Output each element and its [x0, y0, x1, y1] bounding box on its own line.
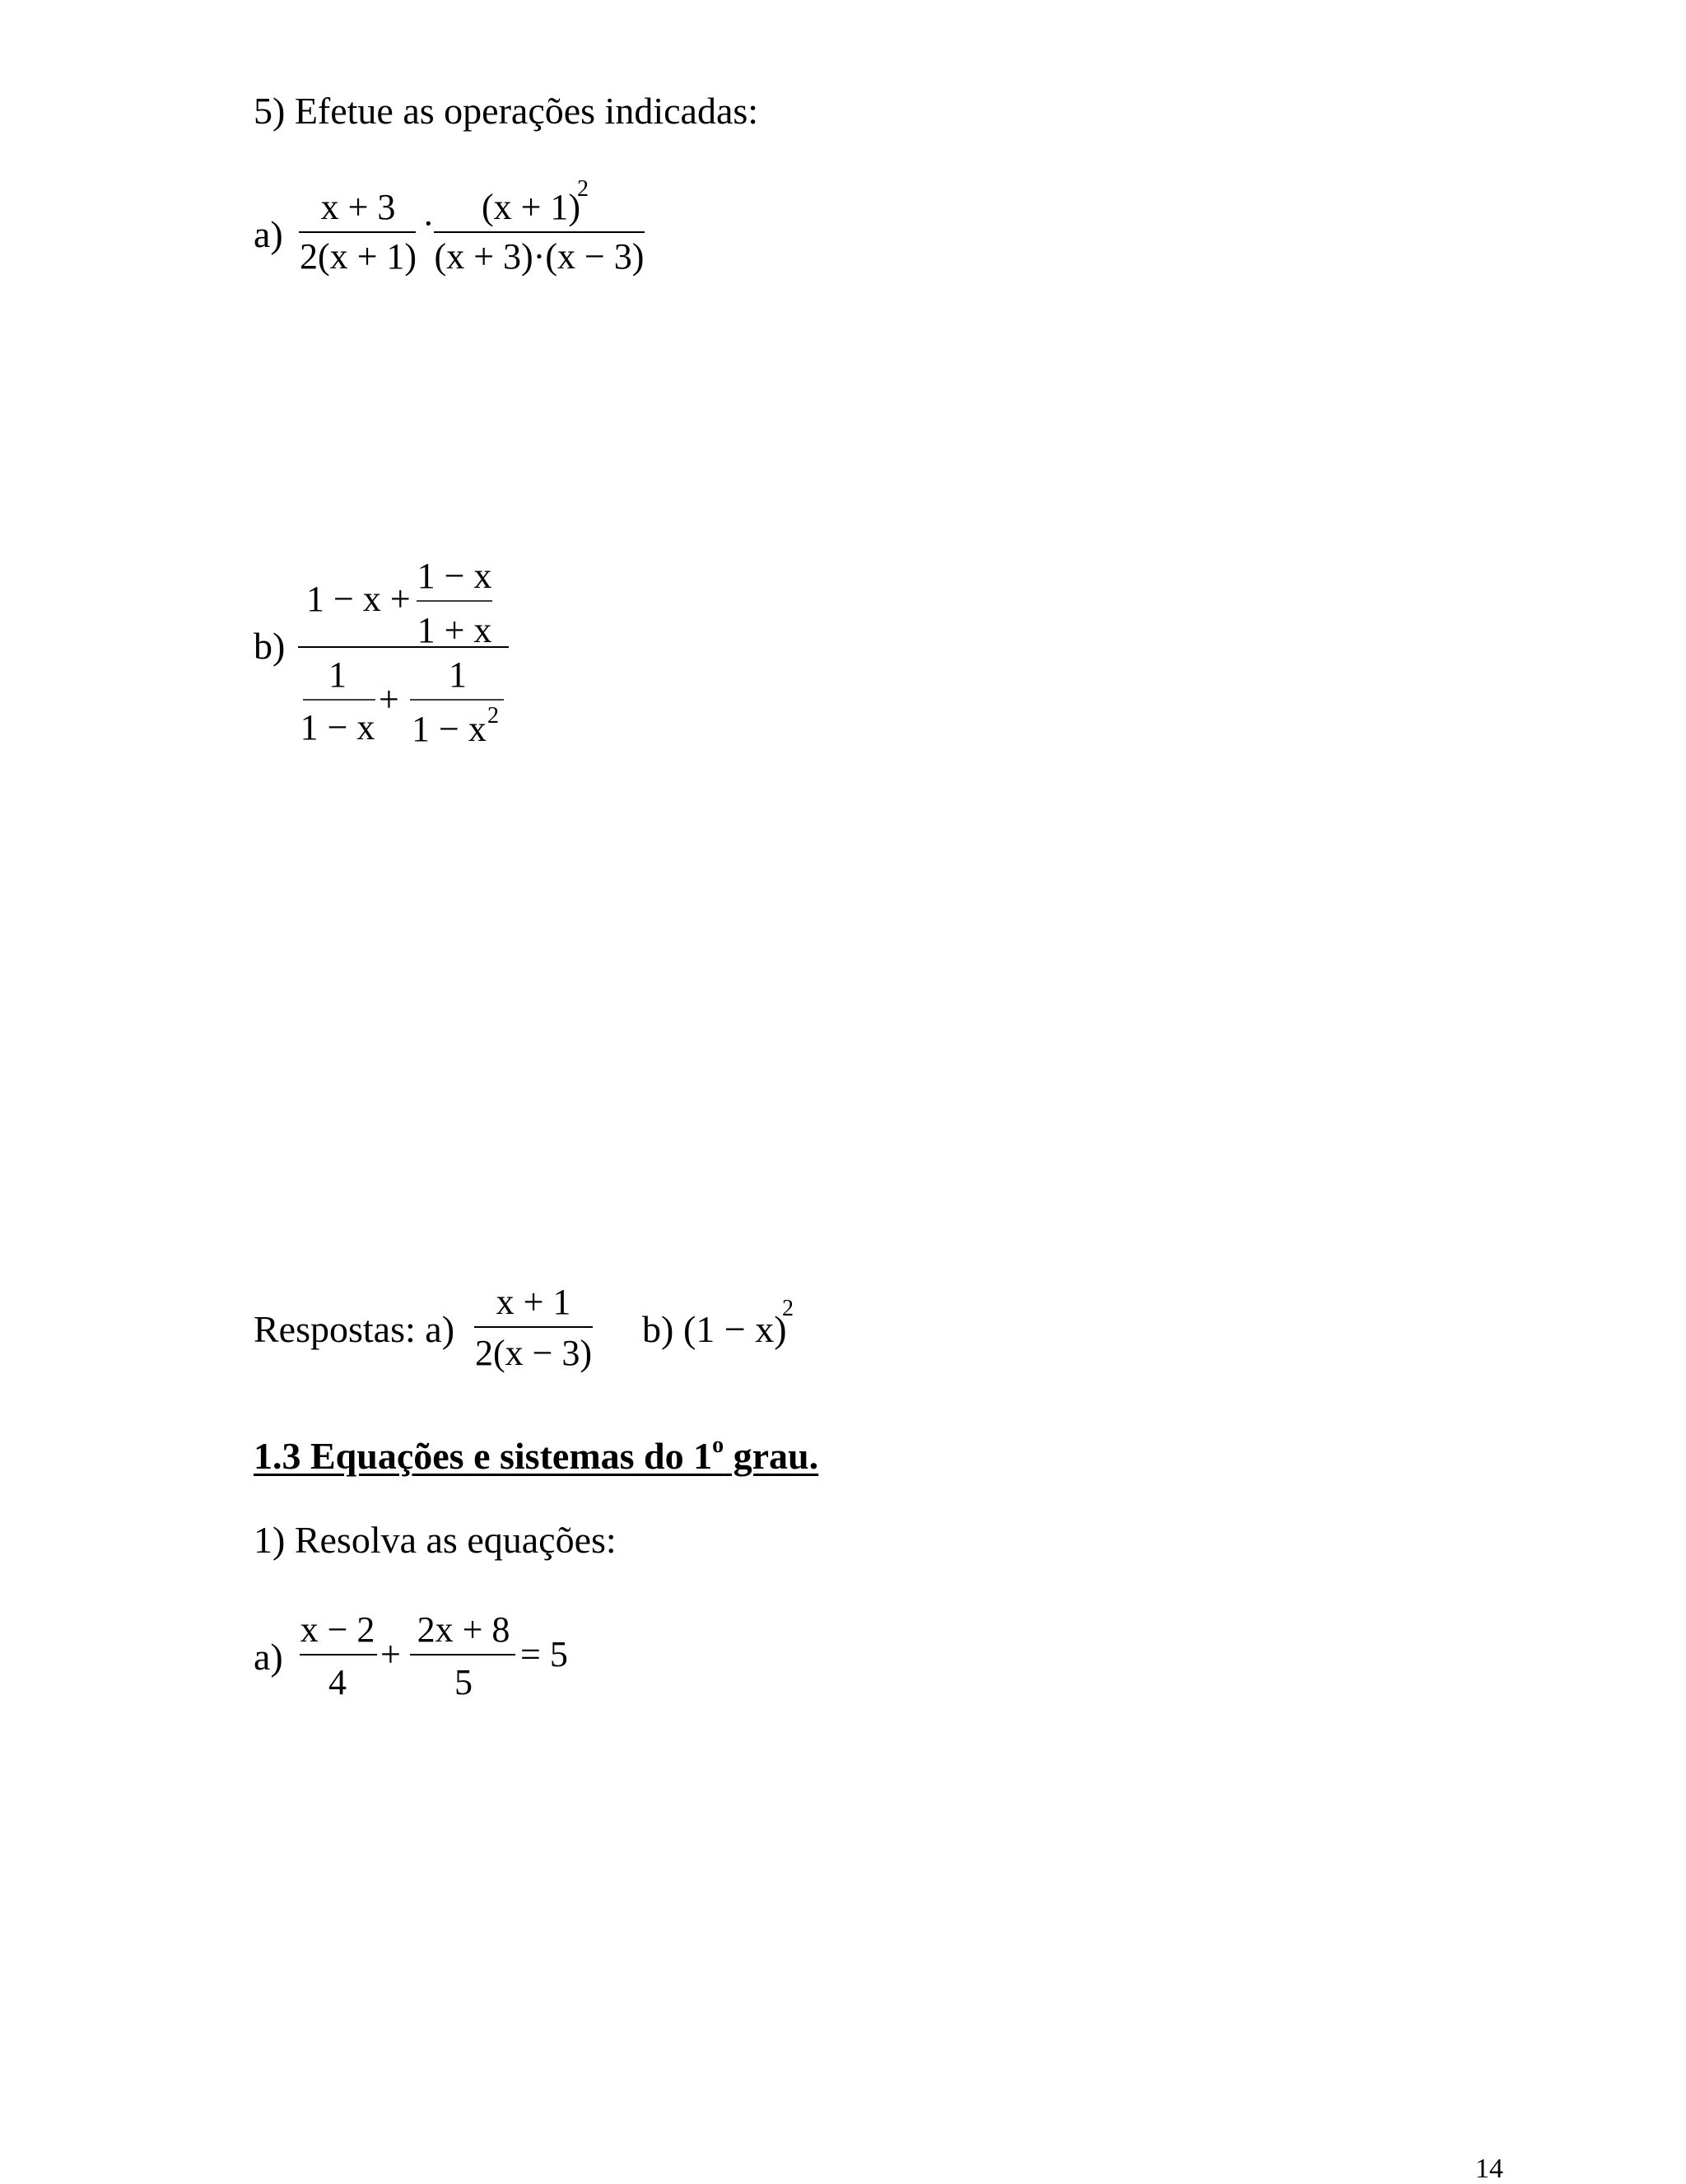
frac1-denominator: 2(x + 1)	[299, 236, 417, 277]
answer-b-label: b)	[642, 1308, 674, 1350]
frac2-numerator-exponent: 2	[577, 176, 589, 202]
answers-label: Respostas: a)	[254, 1308, 455, 1350]
page-number: 14	[1475, 2154, 1503, 2184]
exercise-1-title: 1) Resolva as equações:	[254, 1519, 617, 1561]
exercise-5-title: 5) Efetue as operações indicadas:	[254, 90, 759, 132]
multiply-dot: ·	[422, 203, 435, 244]
exercise-1a-label: a)	[254, 1636, 283, 1678]
section-heading-ordinal: o	[712, 1432, 724, 1458]
frac2-denominator: (x + 3)·(x − 3)	[434, 236, 645, 277]
numerator-frac-denominator: 1 + x	[417, 610, 492, 650]
frac1-numerator: x + 3	[320, 187, 396, 227]
eq-rhs: = 5	[520, 1634, 568, 1674]
denominator-frac2-exponent: 2	[487, 703, 499, 729]
exercise-1a-equation	[295, 1604, 591, 1711]
denominator-plus: +	[379, 679, 399, 719]
answer-b-base: (1 − x)	[683, 1308, 787, 1350]
exercise-5a-expression	[292, 176, 654, 288]
section-heading	[254, 1434, 818, 1475]
section-heading-text: 1.3 Equações e sistemas do 1	[254, 1435, 713, 1477]
eq-frac2-denominator: 5	[454, 1662, 473, 1702]
answer-a-fraction	[461, 1276, 609, 1383]
eq-frac1-numerator: x − 2	[300, 1609, 375, 1650]
eq-plus: +	[380, 1634, 401, 1674]
denominator-frac1-numerator: 1	[328, 654, 347, 695]
numerator-main-text: 1 − x +	[306, 579, 411, 619]
eq-frac1-denominator: 4	[328, 1662, 347, 1702]
eq-frac2-numerator: 2x + 8	[417, 1609, 510, 1650]
answer-a-numerator: x + 1	[496, 1282, 571, 1322]
answer-b-expression	[680, 1291, 812, 1357]
exercise-5a-label: a)	[254, 213, 283, 255]
section-heading-end: grau.	[724, 1435, 819, 1477]
denominator-frac2-numerator: 1	[449, 654, 467, 695]
exercise-5b-expression	[296, 550, 527, 756]
denominator-frac2-denominator: 1 − x	[412, 709, 487, 749]
numerator-frac-numerator: 1 − x	[417, 556, 492, 596]
answer-a-denominator: 2(x − 3)	[474, 1333, 593, 1373]
frac2-numerator: (x + 1)	[481, 187, 581, 227]
exercise-5b-label: b)	[254, 625, 286, 667]
denominator-frac1-denominator: 1 − x	[300, 707, 375, 747]
answer-b-exponent: 2	[782, 1296, 794, 1321]
